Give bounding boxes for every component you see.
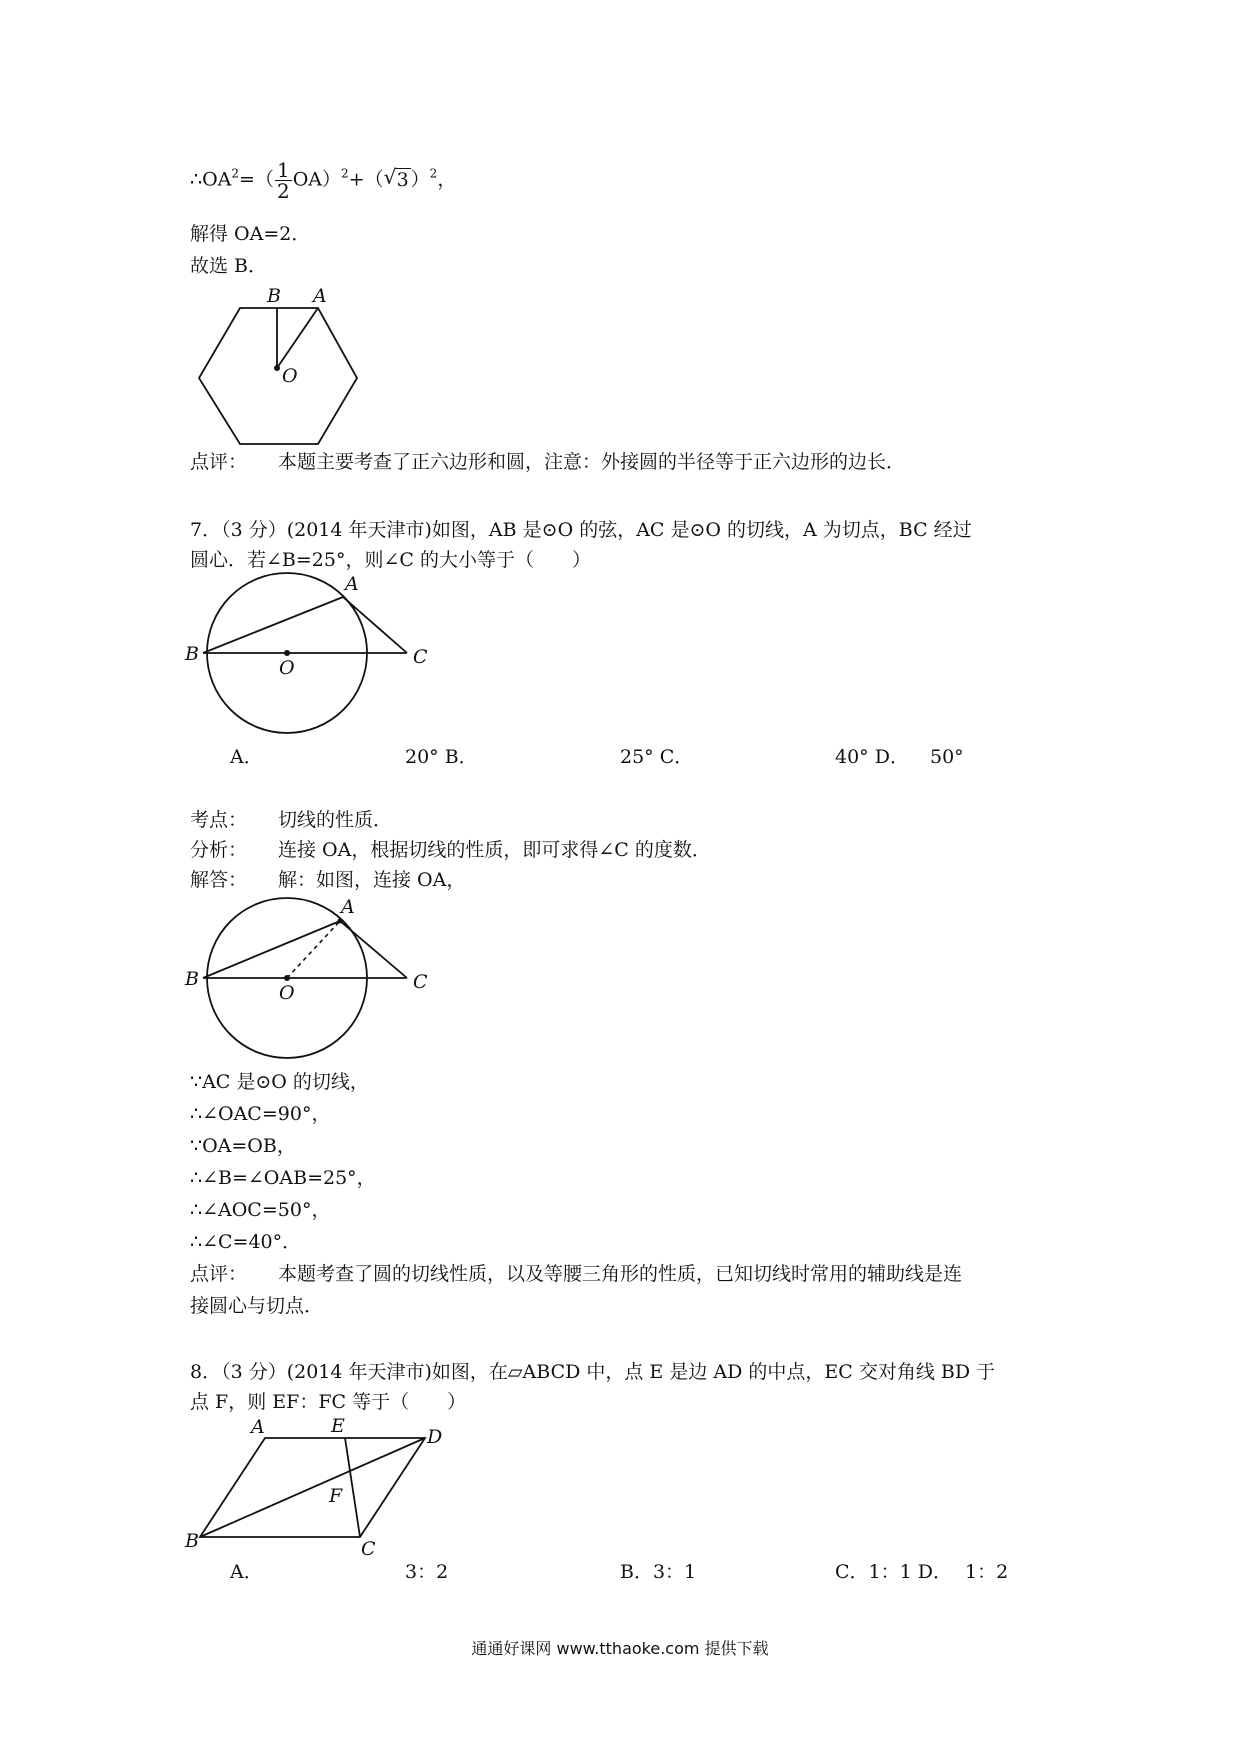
q8-parallelogram-figure xyxy=(185,1413,455,1563)
q8-line1: 8．（3 分）(2014 年天津市)如图，在▱ABCD 中，点 E 是边 AD 的中点，EC 交对角线 BD 于 xyxy=(190,1361,996,1383)
q7-option-a: A． xyxy=(230,746,263,768)
q7-line2: 圆心．若∠B=25°，则∠C 的大小等于（ ） xyxy=(190,549,591,571)
q7-label-b: B xyxy=(185,643,199,665)
q8-option-a-value: 3：2 xyxy=(405,1561,449,1583)
q8-line2: 点 F，则 EF：FC 等于（ ） xyxy=(190,1391,467,1413)
q7-step-5: ∴∠AOC=50°， xyxy=(190,1199,331,1221)
q7-step-2: ∴∠OAC=90°， xyxy=(190,1103,331,1125)
q7-option-b-value: 25° C． xyxy=(620,746,694,768)
q7-sol-label-b: B xyxy=(185,968,199,990)
q7-step-1: ∵AC 是⊙O 的切线， xyxy=(190,1071,369,1093)
q7-sol-label-o: O xyxy=(279,982,295,1004)
q8-option-c: C．1：1 D． xyxy=(835,1561,952,1583)
q7-step-6: ∴∠C=40°． xyxy=(190,1231,302,1253)
page-footer: 通通好课网 www.tthaoke.com 提供下载 xyxy=(471,1639,769,1658)
q8-label-b: B xyxy=(185,1530,199,1552)
q7-fenxi: 分析： 连接 OA，根据切线的性质，即可求得∠C 的度数． xyxy=(190,839,711,861)
q7-solution-figure xyxy=(185,893,445,1073)
fraction-one-half: $\frac{1}{2}$ xyxy=(276,158,290,203)
q7-comment: 点评： 本题考查了圆的切线性质，以及等腰三角形的性质，已知切线时常用的辅助线是连 xyxy=(190,1263,963,1285)
q8-label-c: C xyxy=(361,1538,376,1560)
comment-6: 点评： 本题主要考查了正六边形和圆，注意：外接圆的半径等于正六边形的边长． xyxy=(190,451,906,473)
q7-option-d-value: 50° xyxy=(930,746,964,768)
q7-step-4: ∴∠B=∠OAB=25°， xyxy=(190,1167,376,1189)
q8-label-d: D xyxy=(427,1426,443,1448)
q7-comment-line2: 接圆心与切点． xyxy=(190,1295,324,1317)
q7-sol-label-a: A xyxy=(341,896,355,918)
q7-line1: 7．（3 分）(2014 年天津市)如图，AB 是⊙O 的弦，AC 是⊙O 的切线，A 为切点，BC 经过 xyxy=(190,519,972,541)
solved-line: 解得 OA=2． xyxy=(190,223,311,245)
hexagon-label-o: O xyxy=(282,365,298,387)
q7-kaodian: 考点： 切线的性质． xyxy=(190,809,393,831)
q8-option-a: A． xyxy=(230,1561,263,1583)
q7-step-3: ∵OA=OB， xyxy=(190,1135,296,1157)
hexagon-label-a: A xyxy=(313,285,327,307)
q7-label-a: A xyxy=(345,573,359,595)
q7-option-c-value: 40° D． xyxy=(835,746,909,768)
q8-option-d-value: 1：2 xyxy=(965,1561,1009,1583)
q8-option-b: B．3：1 xyxy=(620,1561,697,1583)
hexagon-figure xyxy=(185,280,375,450)
q7-label-c: C xyxy=(413,646,428,668)
q8-label-e: E xyxy=(331,1415,345,1437)
q8-label-a: A xyxy=(251,1416,265,1438)
formula-line: $\therefore OA^2=$（ $\frac{1}{2}$ OA）$^2$+（ √ 3 ）$^2$， xyxy=(190,158,457,203)
hexagon-label-b: B xyxy=(267,285,281,307)
q7-circle-figure xyxy=(185,570,445,750)
choose-line: 故选 B． xyxy=(190,255,268,277)
q7-option-a-value: 20° B． xyxy=(405,746,478,768)
q7-sol-label-c: C xyxy=(413,971,428,993)
q7-jieda: 解答： 解：如图，连接 OA， xyxy=(190,869,466,891)
q7-label-o: O xyxy=(279,657,295,679)
sqrt-three: √ 3 xyxy=(383,164,409,191)
q8-label-f: F xyxy=(329,1485,343,1507)
